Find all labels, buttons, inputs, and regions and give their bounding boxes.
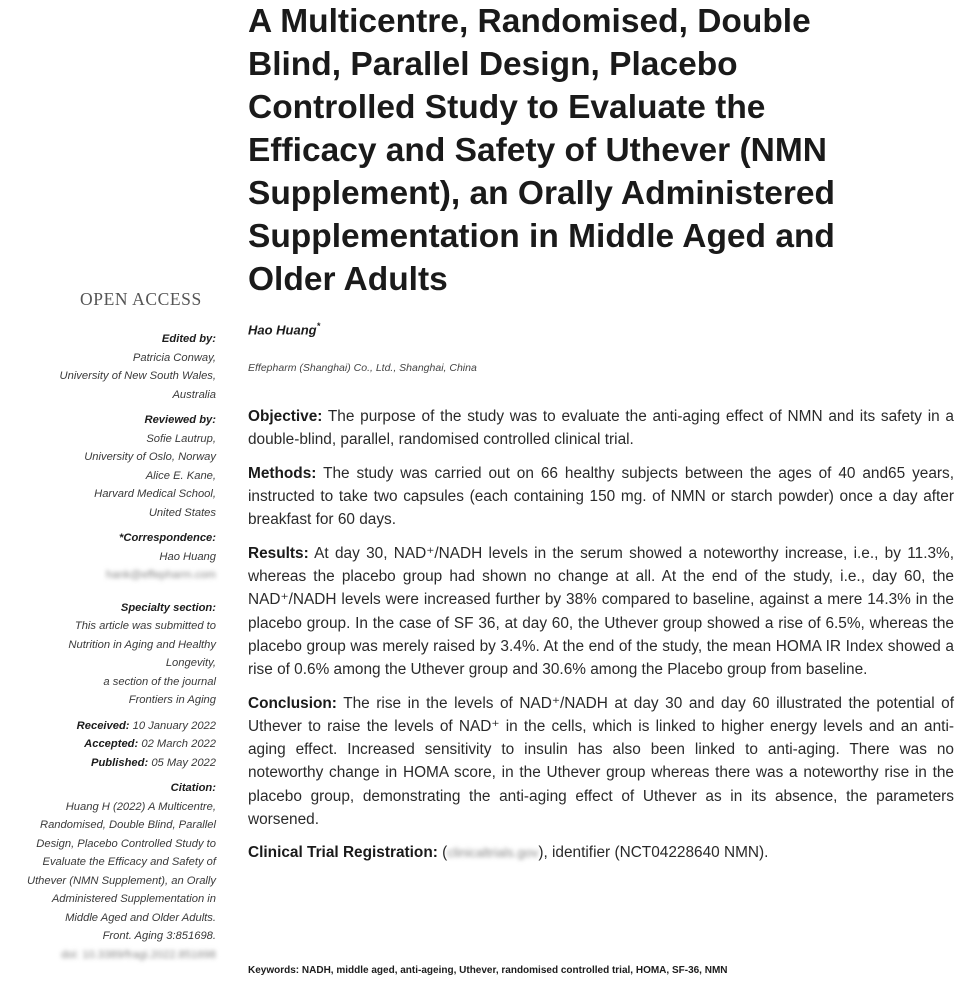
title-line: Supplement), an Orally Administered [248,175,835,212]
results-text: At day 30, NAD⁺/NADH levels in the serum showed a noteworthy increase, i.e., by 11.3%, whereas the placebo group had shown no change at all. At the end of the study, i.e., day 60, the NAD⁺/NADH levels were increased further by 38% compared to baseline, against a mere 14.3% in the placebo group. In the case of SF 36, at day 60, the Uthever group showed a rise of 6.5%, whereas the placebo group was merely raised by 3.4%. At the end of the study, the mean HOMA IR Index showed a rise of 0.6% among the Uthever group and 30.6% among the Placebo group from baseline. [248,545,954,679]
registration-link[interactable]: clinicaltrials.gov [447,845,539,861]
published-label: Published: [91,756,149,769]
citation-line: Front. Aging 3:851698. [102,930,216,942]
published-date [6,754,216,773]
title-line: Older Adults [248,261,448,298]
editor-line: Patricia Conway, [132,351,216,364]
objective-text: The purpose of the study was to evaluate the anti-aging effect of NMN and its safety in a double-blind, parallel, randomised controlled clinical trial. [248,408,954,449]
specialty-section-block [6,599,216,710]
specialty-line: a section of the journal [103,675,216,688]
dates-block [6,717,216,773]
objective-label: Objective: [248,408,323,425]
citation-line: Middle Aged and Older Adults. [65,911,216,924]
accepted-value: 02 March 2022 [141,738,216,750]
reviewer-line: Alice E. Kane, [145,469,216,482]
registration-open-paren: ( [442,844,448,862]
title-line: Controlled Study to Evaluate the [248,89,766,126]
article-title [248,0,948,301]
citation-line: Design, Placebo Controlled Study to [36,837,216,850]
doi-link[interactable]: doi: 10.3389/fragi.2022.851698 [61,948,216,961]
citation-line: Randomised, Double Blind, Parallel [40,819,216,831]
registration-identifier: ), identifier (NCT04228640 NMN). [538,844,769,862]
edited-by-block [6,330,216,404]
citation-line: Administered Supplementation in [51,893,216,905]
title-line: Efficacy and Safety of Uthever (NMN [248,132,827,169]
title-line: Blind, Parallel Design, Placebo [248,46,738,83]
citation-line: Huang H (2022) A Multicentre, [65,800,216,813]
reviewed-by-block [6,411,216,522]
keywords: Keywords: NADH, middle aged, anti-ageing, Uthever, randomised controlled trial, HOMA, SF-36, NMN [248,965,728,976]
correspondence-email-link[interactable]: hank@effepharm.com [105,569,216,581]
author-name [248,321,320,337]
methods-label: Methods: [248,464,317,482]
abstract-objective [248,405,954,451]
author-name-text: Hao Huang [248,322,317,338]
reviewed-by-label: Reviewed by: [144,414,216,426]
methods-text: The study was carried out on 66 healthy subjects between the ages of 40 and65 years, instructed to take two capsules (each containing 150 mg. of NMN or starch powder) once a day after breakfast for 60 days. [248,464,955,529]
citation-line: Evaluate the Efficacy and Safety of [42,856,216,868]
abstract-registration [248,841,954,864]
correspondence-label: *Correspondence: [119,532,216,544]
results-label: Results: [248,545,309,563]
citation-block [6,779,216,964]
correspondence-block [6,529,216,585]
received-label: Received: [76,719,130,732]
reviewer-line: Harvard Medical School, [94,488,216,500]
article-sidebar [6,330,216,971]
citation-line: Uthever (NMN Supplement), an Orally [26,874,216,887]
specialty-line: Longevity, [165,657,216,669]
reviewer-line: Sofie Lautrup, [146,432,216,445]
title-line: A Multicentre, Randomised, Double [248,3,811,40]
author-corresponding-mark: * [316,321,321,331]
registration-label: Clinical Trial Registration: [248,844,438,862]
specialty-section-label: Specialty section: [120,601,216,614]
editor-line: Australia [172,388,216,401]
accepted-label: Accepted: [84,738,139,750]
author-affiliation: Effepharm (Shanghai) Co., Ltd., Shanghai, China [248,362,477,374]
abstract-results [248,542,954,681]
abstract-conclusion [248,692,954,831]
accepted-date [6,735,216,754]
conclusion-text: The rise in the levels of NAD⁺/NADH at day 30 and day 60 illustrated the potential of Uthever to raise the levels of NAD⁺ in the cells, which is linked to higher energy levels and an anti-aging effect. Increased sensitivity to insulin has also been linked to anti-aging. There was no noteworthy change in HOMA score, in the Uthever group whereas there was a noteworthy rise in the placebo group, demonstrating the anti-aging effect of Uthever as in its absence, the parameters worsened. [248,694,955,828]
reviewer-line: University of Oslo, Norway [84,451,216,463]
citation-label: Citation: [170,782,216,794]
specialty-line: This article was submitted to [74,620,216,632]
abstract-methods [248,462,954,532]
abstract [248,405,954,875]
title-line: Supplementation in Middle Aged and [248,218,835,255]
received-value: 10 January 2022 [132,719,216,732]
open-access-label: OPEN ACCESS [80,289,202,309]
editor-line: University of New South Wales, [59,370,216,382]
edited-by-label: Edited by: [161,333,216,345]
reviewer-line: United States [148,506,216,519]
conclusion-label: Conclusion: [248,694,337,712]
published-value: 05 May 2022 [151,756,216,769]
received-date [6,717,216,736]
specialty-line: Frontiers in Aging [128,694,216,706]
specialty-line: Nutrition in Aging and Healthy [68,638,216,651]
correspondence-name: Hao Huang [159,550,216,563]
